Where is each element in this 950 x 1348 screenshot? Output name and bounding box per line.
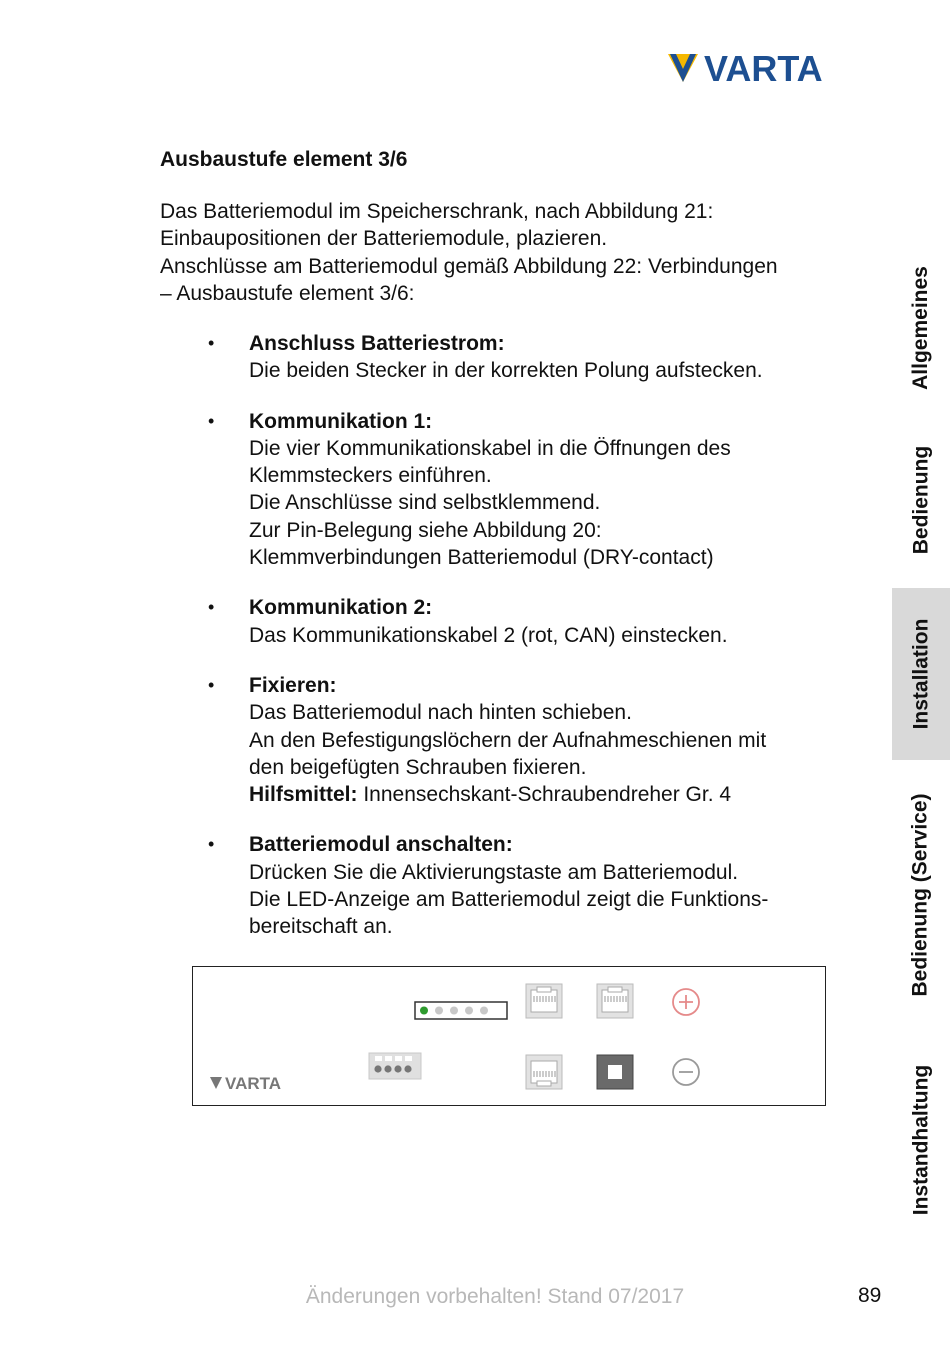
bullet-icon: • xyxy=(208,834,215,855)
ethernet-port-icon xyxy=(526,1055,562,1089)
footer-note: Änderungen vorbehalten! Stand 07/2017 xyxy=(305,1285,685,1308)
sidebar-tab-label: Installation xyxy=(909,618,933,730)
instruction-item xyxy=(160,831,850,940)
sidebar-tab-label: Bedienung xyxy=(909,445,932,555)
sidebar-tab-label: Instandhaltung xyxy=(909,1064,932,1216)
panel-drawing xyxy=(193,967,827,1107)
instruction-line: bereitschaft an. xyxy=(249,915,393,939)
intro-line: Anschlüsse am Batteriemodul gemäß Abbildung 22: Verbindungen xyxy=(160,254,778,278)
led-active xyxy=(420,1007,428,1015)
plus-terminal-icon xyxy=(673,989,699,1015)
tool-label: Hilfsmittel: xyxy=(249,783,358,807)
sidebar-tab-label: Bedienung (Service) xyxy=(909,793,932,997)
page-number: 89 xyxy=(858,1284,882,1307)
instruction-line: Die vier Kommunikationskabel in die Öffnungen des xyxy=(249,436,731,460)
instruction-item xyxy=(160,408,850,572)
instruction-line: Die LED-Anzeige am Batteriemodul zeigt die Funktions- xyxy=(249,888,769,912)
intro-line: – Ausbaustufe element 3/6: xyxy=(160,281,415,305)
panel-varta-logo xyxy=(210,1074,281,1093)
intro-line: Einbaupositionen der Batteriemodule, plazieren. xyxy=(160,227,608,251)
instruction-line: den beigefügten Schrauben fixieren. xyxy=(249,755,587,779)
power-button-icon xyxy=(597,1055,633,1089)
instruction-line: Die beiden Stecker in der korrekten Polung aufstecken. xyxy=(249,359,763,383)
instruction-title: Kommunikation 1: xyxy=(249,409,433,433)
led-idle xyxy=(435,1007,443,1015)
sidebar-tab-bedienung[interactable] xyxy=(892,425,950,575)
instruction-line: Klemmsteckers einführen. xyxy=(249,464,492,488)
instruction-title: Fixieren: xyxy=(249,673,337,697)
sidebar-tab-bedienung-service[interactable] xyxy=(892,770,950,1020)
intro-line: Das Batteriemodul im Speicherschrank, nach Abbildung 21: xyxy=(160,200,714,223)
instruction-item xyxy=(160,672,850,808)
instruction-tool-line xyxy=(249,781,850,808)
intro-paragraph xyxy=(160,198,860,307)
varta-logo xyxy=(668,48,878,86)
instruction-line: Das Kommunikationskabel 2 (rot, CAN) einstecken. xyxy=(249,623,728,647)
instruction-line: An den Befestigungslöchern der Aufnahmeschienen mit xyxy=(249,728,767,752)
dry-contact-terminal-icon xyxy=(369,1053,421,1079)
instruction-list xyxy=(160,330,850,964)
ethernet-port-icon xyxy=(597,984,633,1018)
led-indicator-icon xyxy=(415,1002,507,1019)
varta-logo-text: VARTA xyxy=(704,48,823,86)
ethernet-port-icon xyxy=(526,984,562,1018)
instruction-line: Die Anschlüsse sind selbstklemmend. xyxy=(249,491,601,515)
instruction-title: Kommunikation 2: xyxy=(249,596,433,620)
bullet-icon: • xyxy=(208,674,215,695)
instruction-item xyxy=(160,330,850,385)
sidebar-tab-allgemeines[interactable] xyxy=(892,248,950,408)
section-heading: Ausbaustufe element 3/6 xyxy=(160,148,408,171)
minus-terminal-icon xyxy=(673,1059,699,1085)
instruction-line: Drücken Sie die Aktivierungstaste am Batteriemodul. xyxy=(249,860,739,884)
instruction-item xyxy=(160,594,850,649)
sidebar-tab-label: Allgemeines xyxy=(909,266,932,390)
instruction-title: Batteriemodul anschalten: xyxy=(249,833,513,857)
instruction-line: Klemmverbindungen Batteriemodul (DRY-contact) xyxy=(249,546,714,570)
sidebar-tab-instandhaltung[interactable] xyxy=(892,1040,950,1240)
battery-module-panel-figure xyxy=(192,966,826,1106)
bullet-icon: • xyxy=(208,597,215,618)
instruction-title: Anschluss Batteriestrom: xyxy=(249,332,505,355)
bullet-icon: • xyxy=(208,333,215,353)
panel-brand-text: VARTA xyxy=(225,1074,282,1093)
bullet-icon: • xyxy=(208,410,215,431)
sidebar-tab-installation[interactable] xyxy=(892,588,950,760)
instruction-line: Zur Pin-Belegung siehe Abbildung 20: xyxy=(249,518,602,542)
instruction-line: Das Batteriemodul nach hinten schieben. xyxy=(249,701,632,725)
led-idle xyxy=(480,1007,488,1015)
led-idle xyxy=(450,1007,458,1015)
led-idle xyxy=(465,1007,473,1015)
tool-value: Innensechskant-Schraubendreher Gr. 4 xyxy=(357,783,732,807)
